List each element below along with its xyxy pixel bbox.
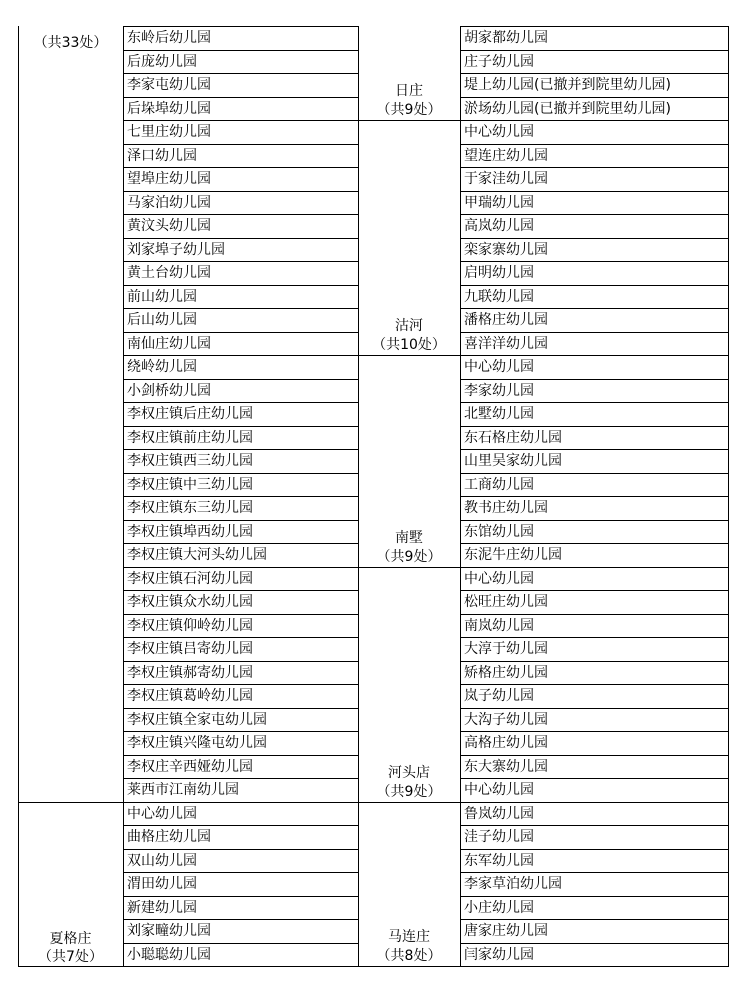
right-cell: 岚子幼儿园 bbox=[464, 688, 534, 704]
row-line-left bbox=[123, 73, 358, 74]
group-line-mid bbox=[358, 355, 460, 356]
town-count: （共9处） bbox=[376, 549, 442, 565]
right-cell: 于家洼幼儿园 bbox=[464, 171, 548, 187]
row-line-left bbox=[123, 825, 358, 826]
row-line-left bbox=[123, 379, 358, 380]
left-cell: 李权庄镇前庄幼儿园 bbox=[127, 430, 253, 446]
left-cell: 李权庄镇仰岭幼儿园 bbox=[127, 618, 253, 634]
row-line-left bbox=[123, 896, 358, 897]
row-line-right bbox=[460, 778, 729, 779]
right-cell: 潘格庄幼儿园 bbox=[464, 312, 548, 328]
left-group-count: （共33处） bbox=[33, 35, 108, 51]
left-cell: 李权庄辛西娅幼儿园 bbox=[127, 759, 253, 775]
left-cell: 泽口幼儿园 bbox=[127, 148, 197, 164]
right-cell: 鲁岚幼儿园 bbox=[464, 806, 534, 822]
left-cell: 李权庄镇全家屯幼儿园 bbox=[127, 712, 267, 728]
left-cell: 后山幼儿园 bbox=[127, 312, 197, 328]
group-line-mid bbox=[358, 966, 460, 967]
border-left bbox=[18, 26, 19, 967]
right-cell: 高格庄幼儿园 bbox=[464, 735, 548, 751]
row-line-right bbox=[460, 919, 729, 920]
row-line-right bbox=[460, 614, 729, 615]
row-line-left bbox=[123, 449, 358, 450]
row-line-left bbox=[123, 520, 358, 521]
row-line-right bbox=[460, 966, 729, 967]
row-line-left bbox=[123, 308, 358, 309]
row-line-left bbox=[123, 355, 358, 356]
row-line-left bbox=[123, 966, 358, 967]
left-cell: 渭田幼儿园 bbox=[127, 876, 197, 892]
right-cell: 栾家寨幼儿园 bbox=[464, 242, 548, 258]
group-line-mid bbox=[358, 567, 460, 568]
row-line-left bbox=[123, 684, 358, 685]
group-line-mid bbox=[358, 802, 460, 803]
right-cell: 大沟子幼儿园 bbox=[464, 712, 548, 728]
row-line-left bbox=[123, 543, 358, 544]
border-col-2 bbox=[358, 26, 359, 967]
town-name: 日庄 bbox=[395, 83, 423, 99]
row-line-right bbox=[460, 426, 729, 427]
row-line-left bbox=[123, 426, 358, 427]
right-cell: 中心幼儿园 bbox=[464, 124, 534, 140]
row-line-left bbox=[123, 661, 358, 662]
row-line-right bbox=[460, 849, 729, 850]
row-line-left bbox=[123, 214, 358, 215]
row-line-left bbox=[123, 285, 358, 286]
row-line-right bbox=[460, 402, 729, 403]
row-line-left bbox=[123, 50, 358, 51]
right-cell: 教书庄幼儿园 bbox=[464, 500, 548, 516]
left-cell: 李权庄镇东三幼儿园 bbox=[127, 500, 253, 516]
row-line-left bbox=[123, 26, 358, 27]
left-cell: 小聪聪幼儿园 bbox=[127, 947, 211, 963]
left-cell: 李权庄镇埠西幼儿园 bbox=[127, 524, 253, 540]
left-cell: 黄汶头幼儿园 bbox=[127, 218, 211, 234]
left-cell: 刘家埠子幼儿园 bbox=[127, 242, 225, 258]
row-line-right bbox=[460, 379, 729, 380]
row-line-right bbox=[460, 473, 729, 474]
left-cell: 李权庄镇郝寄幼儿园 bbox=[127, 665, 253, 681]
row-line-right bbox=[460, 896, 729, 897]
left-cell: 李权庄镇大河头幼儿园 bbox=[127, 547, 267, 563]
right-cell: 山里吴家幼儿园 bbox=[464, 453, 562, 469]
right-cell: 淤场幼儿园(已撤并到院里幼儿园) bbox=[464, 101, 671, 117]
left-cell: 后庞幼儿园 bbox=[127, 54, 197, 70]
row-line-right bbox=[460, 543, 729, 544]
row-line-right bbox=[460, 355, 729, 356]
right-cell: 北墅幼儿园 bbox=[464, 406, 534, 422]
right-cell: 松旺庄幼儿园 bbox=[464, 594, 548, 610]
left-group-name: 夏格庄 bbox=[49, 931, 92, 947]
row-line-right bbox=[460, 144, 729, 145]
row-line-right bbox=[460, 496, 729, 497]
left-cell: 曲格庄幼儿园 bbox=[127, 829, 211, 845]
town-name: 河头店 bbox=[388, 765, 430, 781]
right-cell: 中心幼儿园 bbox=[464, 782, 534, 798]
row-line-right bbox=[460, 285, 729, 286]
right-cell: 启明幼儿园 bbox=[464, 265, 534, 281]
left-group-count: （共7处） bbox=[38, 949, 103, 965]
left-cell: 七里庄幼儿园 bbox=[127, 124, 211, 140]
right-cell: 洼子幼儿园 bbox=[464, 829, 534, 845]
group-line-mid bbox=[358, 120, 460, 121]
row-line-right bbox=[460, 590, 729, 591]
right-cell: 东馆幼儿园 bbox=[464, 524, 534, 540]
right-cell: 东军幼儿园 bbox=[464, 853, 534, 869]
right-cell: 东石格庄幼儿园 bbox=[464, 430, 562, 446]
left-cell: 小剑桥幼儿园 bbox=[127, 383, 211, 399]
row-line-left bbox=[123, 614, 358, 615]
row-line-left bbox=[123, 849, 358, 850]
row-line-right bbox=[460, 50, 729, 51]
right-cell: 喜洋洋幼儿园 bbox=[464, 336, 548, 352]
town-count: （共8处） bbox=[376, 948, 442, 964]
group-line-left bbox=[18, 802, 123, 803]
right-cell: 胡家都幼儿园 bbox=[464, 30, 548, 46]
right-cell: 庄子幼儿园 bbox=[464, 54, 534, 70]
left-cell: 李权庄镇吕寄幼儿园 bbox=[127, 641, 253, 657]
right-cell: 九联幼儿园 bbox=[464, 289, 534, 305]
row-line-right bbox=[460, 872, 729, 873]
left-cell: 李权庄镇中三幼儿园 bbox=[127, 477, 253, 493]
right-cell: 小庄幼儿园 bbox=[464, 900, 534, 916]
right-cell: 大淳于幼儿园 bbox=[464, 641, 548, 657]
row-line-left bbox=[123, 261, 358, 262]
row-line-left bbox=[123, 120, 358, 121]
row-line-left bbox=[123, 238, 358, 239]
town-name: 南墅 bbox=[395, 530, 423, 546]
right-cell: 工商幼儿园 bbox=[464, 477, 534, 493]
left-cell: 望埠庄幼儿园 bbox=[127, 171, 211, 187]
row-line-left bbox=[123, 731, 358, 732]
left-cell: 李权庄镇石河幼儿园 bbox=[127, 571, 253, 587]
left-cell: 前山幼儿园 bbox=[127, 289, 197, 305]
row-line-right bbox=[460, 214, 729, 215]
right-cell: 闫家幼儿园 bbox=[464, 947, 534, 963]
right-cell: 堤上幼儿园(已撤并到院里幼儿园) bbox=[464, 77, 671, 93]
row-line-right bbox=[460, 332, 729, 333]
row-line-left bbox=[123, 496, 358, 497]
row-line-left bbox=[123, 332, 358, 333]
row-line-right bbox=[460, 26, 729, 27]
row-line-left bbox=[123, 144, 358, 145]
right-cell: 李家草泊幼儿园 bbox=[464, 876, 562, 892]
left-cell: 东岭后幼儿园 bbox=[127, 30, 211, 46]
row-line-right bbox=[460, 802, 729, 803]
right-cell: 中心幼儿园 bbox=[464, 571, 534, 587]
row-line-left bbox=[123, 402, 358, 403]
left-cell: 中心幼儿园 bbox=[127, 806, 197, 822]
row-line-left bbox=[123, 778, 358, 779]
row-line-right bbox=[460, 684, 729, 685]
row-line-right bbox=[460, 708, 729, 709]
row-line-right bbox=[460, 520, 729, 521]
row-line-left bbox=[123, 802, 358, 803]
row-line-left bbox=[123, 637, 358, 638]
left-cell: 新建幼儿园 bbox=[127, 900, 197, 916]
right-cell: 南岚幼儿园 bbox=[464, 618, 534, 634]
town-name: 沽河 bbox=[395, 318, 423, 334]
row-line-left bbox=[123, 191, 358, 192]
row-line-left bbox=[123, 567, 358, 568]
right-cell: 矫格庄幼儿园 bbox=[464, 665, 548, 681]
right-cell: 甲瑞幼儿园 bbox=[464, 195, 534, 211]
row-line-right bbox=[460, 73, 729, 74]
right-cell: 李家幼儿园 bbox=[464, 383, 534, 399]
row-line-right bbox=[460, 825, 729, 826]
row-line-right bbox=[460, 308, 729, 309]
town-count: （共10处） bbox=[372, 337, 446, 353]
row-line-right bbox=[460, 567, 729, 568]
row-line-right bbox=[460, 943, 729, 944]
left-cell: 南仙庄幼儿园 bbox=[127, 336, 211, 352]
left-cell: 李权庄镇葛岭幼儿园 bbox=[127, 688, 253, 704]
row-line-right bbox=[460, 167, 729, 168]
row-line-right bbox=[460, 238, 729, 239]
row-line-left bbox=[123, 590, 358, 591]
group-line-left bbox=[18, 966, 123, 967]
row-line-left bbox=[123, 919, 358, 920]
right-cell: 东大寨幼儿园 bbox=[464, 759, 548, 775]
town-count: （共9处） bbox=[376, 102, 442, 118]
right-cell: 望连庄幼儿园 bbox=[464, 148, 548, 164]
row-line-left bbox=[123, 872, 358, 873]
row-line-right bbox=[460, 661, 729, 662]
row-line-right bbox=[460, 120, 729, 121]
row-line-left bbox=[123, 167, 358, 168]
row-line-right bbox=[460, 191, 729, 192]
row-line-right bbox=[460, 97, 729, 98]
row-line-left bbox=[123, 708, 358, 709]
left-cell: 李权庄镇后庄幼儿园 bbox=[127, 406, 253, 422]
right-cell: 东泥牛庄幼儿园 bbox=[464, 547, 562, 563]
left-cell: 刘家疃幼儿园 bbox=[127, 923, 211, 939]
left-cell: 李权庄镇众水幼儿园 bbox=[127, 594, 253, 610]
left-cell: 莱西市江南幼儿园 bbox=[127, 782, 239, 798]
right-cell: 唐家庄幼儿园 bbox=[464, 923, 548, 939]
left-cell: 马家泊幼儿园 bbox=[127, 195, 211, 211]
row-line-left bbox=[123, 943, 358, 944]
left-cell: 李权庄镇西三幼儿园 bbox=[127, 453, 253, 469]
left-cell: 李家屯幼儿园 bbox=[127, 77, 211, 93]
row-line-left bbox=[123, 755, 358, 756]
right-cell: 高岚幼儿园 bbox=[464, 218, 534, 234]
row-line-left bbox=[123, 97, 358, 98]
row-line-left bbox=[123, 473, 358, 474]
row-line-right bbox=[460, 731, 729, 732]
town-count: （共9处） bbox=[376, 784, 442, 800]
row-line-right bbox=[460, 637, 729, 638]
left-cell: 双山幼儿园 bbox=[127, 853, 197, 869]
left-cell: 黄土台幼儿园 bbox=[127, 265, 211, 281]
right-cell: 中心幼儿园 bbox=[464, 359, 534, 375]
town-name: 马连庄 bbox=[388, 929, 430, 945]
left-cell: 李权庄镇兴隆屯幼儿园 bbox=[127, 735, 267, 751]
row-line-right bbox=[460, 449, 729, 450]
row-line-right bbox=[460, 261, 729, 262]
left-cell: 后垛埠幼儿园 bbox=[127, 101, 211, 117]
row-line-right bbox=[460, 755, 729, 756]
left-cell: 绕岭幼儿园 bbox=[127, 359, 197, 375]
